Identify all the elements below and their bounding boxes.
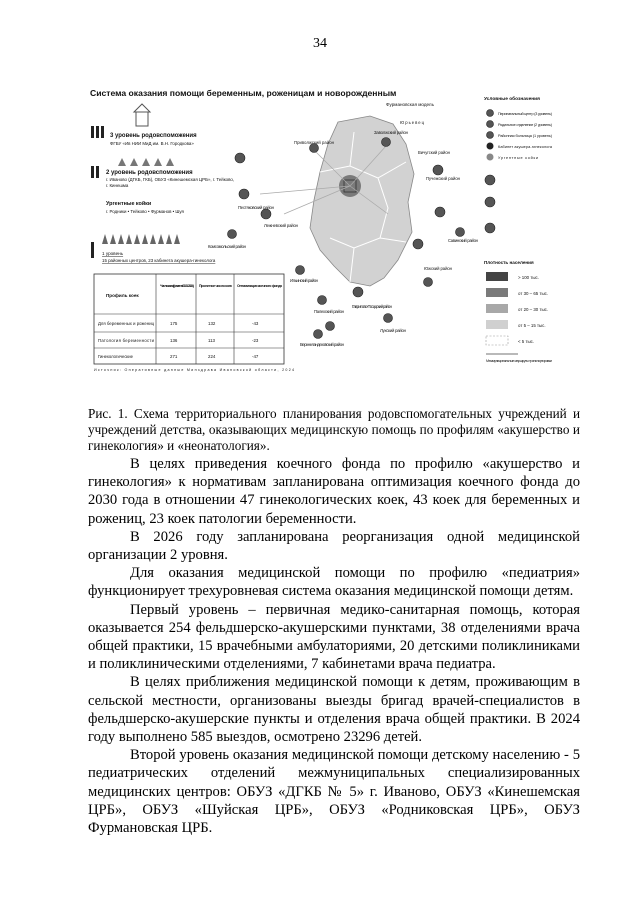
legend-title: Условные обозначения [484,97,540,102]
district-label: Вичугский район [418,150,450,155]
legend-item: Перинатальный центр (3 уровень) [498,112,552,116]
urgent-label: Ургентные койки [106,201,152,207]
table-cell: 113 [208,338,215,343]
table-header-profile: Профиль коек [106,293,139,298]
table-cell: 136 [170,338,178,343]
figure-graphic [88,82,558,372]
table-cell: Для беременных и рожениц [98,321,154,326]
level3-sub: ФГБУ «Ив НИИ МиД им. В.Н. Городкова» [110,141,194,146]
district-label: Ильинский район [290,278,318,283]
district-label: Лежневский район [264,223,298,228]
table-header-optimization: Оптимизация коечного фонда [237,284,282,288]
level2-label: 2 уровень родовспоможения [106,170,193,176]
territorial-planning-figure [88,82,558,372]
map-top-label: Фурмановская модель [386,102,434,107]
density-item: > 100 тыс. [518,275,539,280]
density-item: от 30 – 65 тыс. [518,291,549,296]
district-label: Пестяковский район [238,205,274,210]
density-note: Межмуниципальные маршруты транспортировки [486,359,552,363]
legend [484,95,553,233]
level1-block [91,234,216,263]
district-label: Комсомольский район [208,244,246,249]
district-label: Савинский район [448,238,478,243]
legend-item: Районная больница (1 уровень) [498,134,552,138]
table-cell: Гинекологические [98,354,133,359]
urgent-sub: г. Родники • Тейково • Фурманов • Шуя [106,209,184,214]
district-label: Лухский район [380,328,406,333]
body-text [88,455,580,837]
table-cell: 132 [208,321,216,326]
district-label: Пучежский район [426,176,460,181]
table-header-fact: Число коек (факт на 01.01.2024) [160,284,194,288]
table-cell: Патология беременности [98,338,154,343]
legend-item: Родильное отделение (2 уровень) [498,123,552,127]
district-label: Гаврилово-Посадский район [352,304,392,309]
legend-item: Кабинет акушера-гинеколога [498,145,552,149]
table-cell: -47 [252,354,259,359]
density-item: < 5 тыс. [518,339,535,344]
table-header-project: Проектное число коек [199,284,232,288]
figure-title: Система оказания помощи беременным, роженицам и новорожденным [90,88,397,98]
table-cell: 224 [208,354,216,359]
level3-block [91,104,197,146]
district-label: Верхнеландеховский район [300,342,344,347]
district-label: Заволжский район [374,130,408,135]
level2-block [91,158,234,188]
density-legend [484,260,552,363]
legend-item: Ургентные койки [498,156,538,160]
district-label: Приволжский район [294,140,334,145]
paragraph: В целях приближения медицинской помощи к детям, проживающим в сельской местности, организованы выезды бригад врачей-специалистов в фельдшерско-акушерские пункты и отделения врача общей практики. В 2024 году выполнено 585 выездов, осмотрено 23296 детей. [88,674,580,746]
density-item: от 5 – 15 тыс. [518,323,546,328]
table-cell: -43 [252,321,259,326]
paragraph: В 2026 году запланирована реорганизация одной медицинской организации 2 уровня. [88,528,580,564]
figure-caption: Рис. 1. Схема территориального планирования родовспомогательных учреждений и учреждений детства, оказывающих медицинскую помощь по профилям «акушерство и гинекология» и «неонатология». [88,406,580,453]
district-label: Юрьевец [400,120,424,125]
level3-label: 3 уровень родовспоможения [110,133,197,139]
density-title: Плотность населения [484,260,534,265]
region-map [208,102,479,347]
bed-table [94,274,294,372]
district-label: Палехский район [314,309,344,314]
density-item: от 20 – 30 тыс. [518,307,549,312]
level2-sub2: г. Кинешма [106,183,129,188]
page-number: 34 [313,36,327,51]
table-cell: 175 [170,321,178,326]
level1-sub: 15 районных центров, 23 кабинета акушера-гинеколога [102,258,216,263]
urgent-block [106,200,185,214]
district-label: Южский район [424,266,452,271]
level2-sub1: г. Иваново (ДГКБ, ГКБ), ОБУЗ «Кинешемская ЦРБ», г. Тейково, [106,177,235,182]
paragraph: Первый уровень – первичная медико-санитарная помощь, которая оказывается 254 фельдшерско-акушерскими пунктами, 38 отделениями врача общей практики, 15 врачебными амбулаториями, 20 детскими поликлиниками и поликлиническими отделениями, 7 кабинетами врача педиатра. [88,601,580,673]
paragraph: Для оказания медицинской помощи по профилю «педиатрия» функционирует трехуровневая система оказания медицинской помощи детям. [88,565,580,600]
table-source: Источник: Оперативные данные Минздрава Ивановской области, 2024 [94,368,294,372]
level1-label: 1 уровень [102,251,124,256]
paragraph: Второй уровень оказания медицинской помощи детскому населению - 5 педиатрических отделений межмуниципальных специализированных медицинских центров: ОБУЗ «ДГКБ № 5» г. Иваново, ОБУЗ «Кинешемская ЦРБ», ОБУЗ «Шуйская ЦРБ», ОБУЗ «Родниковская ЦРБ», ОБУЗ Фурмановская ЦРБ. [88,747,580,837]
paragraph: В целях приведения коечного фонда по профилю «акушерство и гинекология» к нормативам запланирована оптимизация коечного фонда до 2030 года в отношении 47 гинекологических коек, 43 коек для беременных и рожениц, 23 коек патологии беременности. [88,456,580,527]
table-cell: -23 [252,338,259,343]
table-cell: 271 [170,354,178,359]
